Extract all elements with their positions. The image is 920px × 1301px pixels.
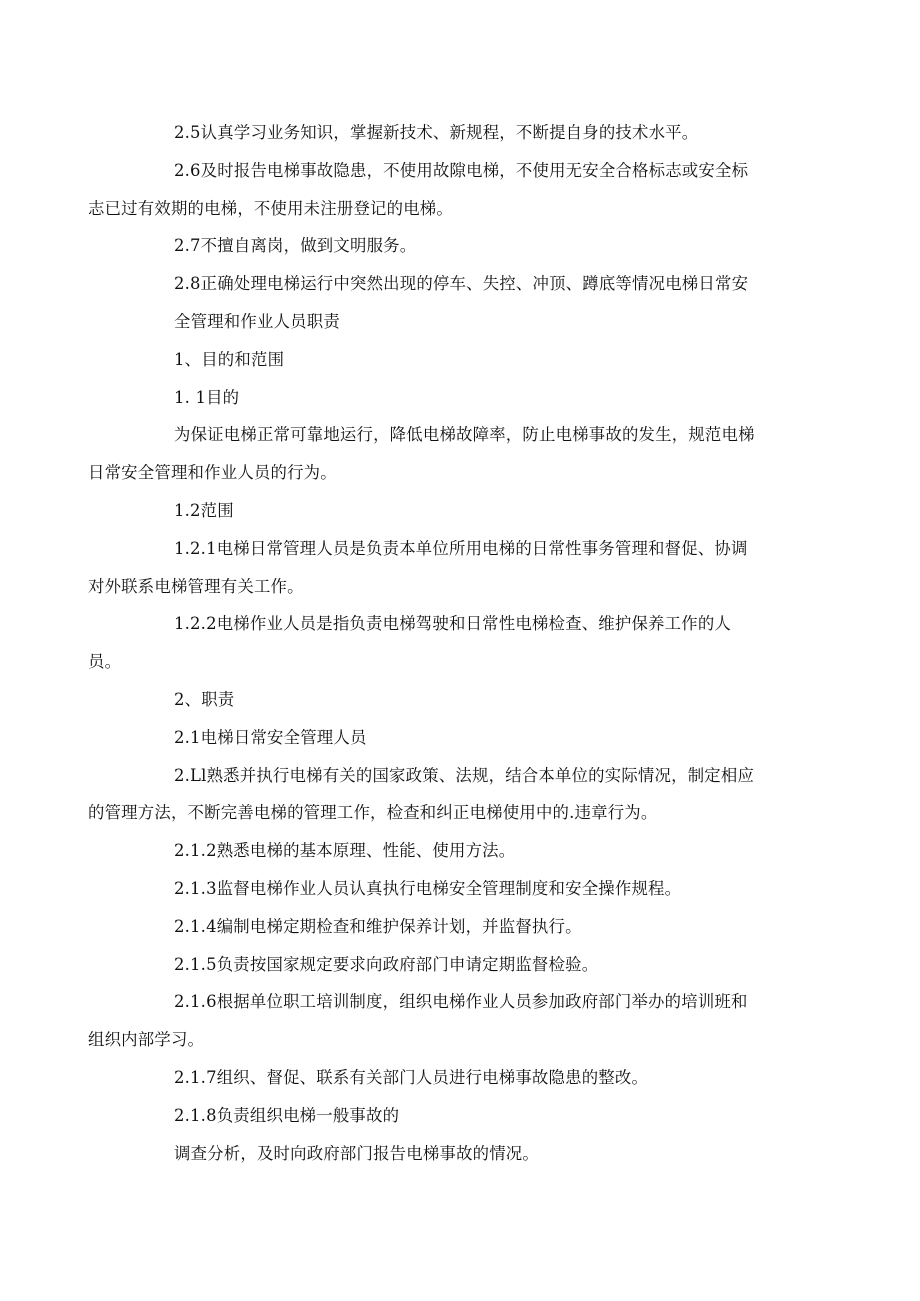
paragraph-line: 2、职责: [174, 689, 235, 709]
paragraph-line: 2.6及时报告电梯事故隐患，不使用故隙电梯，不使用无安全合格标志或安全标: [174, 160, 749, 180]
paragraph-line: 2.1.3监督电梯作业人员认真执行电梯安全管理制度和安全操作规程。: [174, 878, 682, 898]
paragraph-2-1-7: [174, 1059, 774, 1097]
paragraph-line: 2.1.8负责组织电梯一般事故的: [174, 1105, 400, 1125]
paragraph-investigation: [174, 1135, 774, 1173]
paragraph-line: 日常安全管理和作业人员的行为。: [88, 463, 337, 483]
paragraph-line: 全管理和作业人员职责: [174, 311, 340, 331]
paragraph-line: 组织内部学习。: [88, 1030, 205, 1050]
document-body: [88, 114, 774, 1172]
heading-duties: [174, 681, 774, 719]
paragraph-line: 1、目的和范围: [174, 349, 285, 369]
paragraph-line: 2.1.2熟悉电梯的基本原理、性能、使用方法。: [174, 841, 516, 861]
paragraph-line: 2.Ll熟悉并执行电梯有关的国家政策、法规，结合本单位的实际情况，制定相应: [174, 765, 755, 785]
paragraph-line: 2.7不擅自离岗，做到文明服务。: [174, 236, 417, 256]
paragraph-line: 1. 1目的: [174, 387, 240, 407]
paragraph-line: 为保证电梯正常可靠地运行，降低电梯故障率，防止电梯事故的发生，规范电梯: [174, 425, 755, 445]
paragraph-line: 1.2.2电梯作业人员是指负责电梯驾驶和日常性电梯检查、维护保养工作的人: [174, 614, 732, 634]
paragraph-2-8: [174, 265, 774, 341]
paragraph-line: 2.8正确处理电梯运行中突然出现的停车、失控、冲顶、蹲底等情况电梯日常安: [174, 274, 749, 294]
paragraph-line: 的管理方法，不断完善电梯的管理工作，检查和纠正电梯使用中的.违章行为。: [88, 803, 658, 823]
paragraph-2-1-4: [174, 908, 774, 946]
paragraph-line: 2.1.4编制电梯定期检查和维护保养计划，并监督执行。: [174, 916, 582, 936]
paragraph-2-1-3: [174, 870, 774, 908]
paragraph-line: 1.2范围: [174, 500, 234, 520]
paragraph-line: 2.1.5负责按国家规定要求向政府部门申请定期监督检验。: [174, 954, 599, 974]
heading-1-1: [174, 379, 774, 417]
heading-1-2: [174, 492, 774, 530]
heading-purpose-scope: [174, 341, 774, 379]
paragraph-line: 2.1.6根据单位职工培训制度，组织电梯作业人员参加政府部门举办的培训班和: [174, 992, 748, 1012]
paragraph-line: 2.1电梯日常安全管理人员: [174, 727, 367, 747]
paragraph-2-6: [88, 152, 774, 228]
paragraph-line: 调查分析，及时向政府部门报告电梯事故的情况。: [174, 1143, 539, 1163]
paragraph-1-2-2: [88, 605, 774, 681]
paragraph-line: 2.5认真学习业务知识，掌握新技术、新规程，不断提自身的技术水平。: [174, 123, 699, 142]
paragraph-2-1-5: [174, 946, 774, 984]
paragraph-2-7: [174, 227, 774, 265]
paragraph-line: 志已过有效期的电梯，不使用未注册登记的电梯。: [88, 198, 453, 218]
paragraph-2-1-6: [88, 983, 774, 1059]
heading-2-1: [174, 719, 774, 757]
paragraph-line: 1.2.1电梯日常管理人员是负责本单位所用电梯的日常性事务管理和督促、协调: [174, 538, 748, 558]
paragraph-2-1-8: [174, 1097, 774, 1135]
paragraph-2-1-1: [88, 757, 774, 833]
paragraph-1-2-1: [88, 530, 774, 606]
paragraph-line: 2.1.7组织、督促、联系有关部门人员进行电梯事故隐患的整改。: [174, 1067, 649, 1087]
paragraph-purpose: [88, 416, 774, 492]
paragraph-2-1-2: [174, 832, 774, 870]
paragraph-2-5: [174, 114, 774, 152]
paragraph-line: 对外联系电梯管理有关工作。: [88, 576, 304, 596]
paragraph-line: 员。: [88, 652, 122, 672]
